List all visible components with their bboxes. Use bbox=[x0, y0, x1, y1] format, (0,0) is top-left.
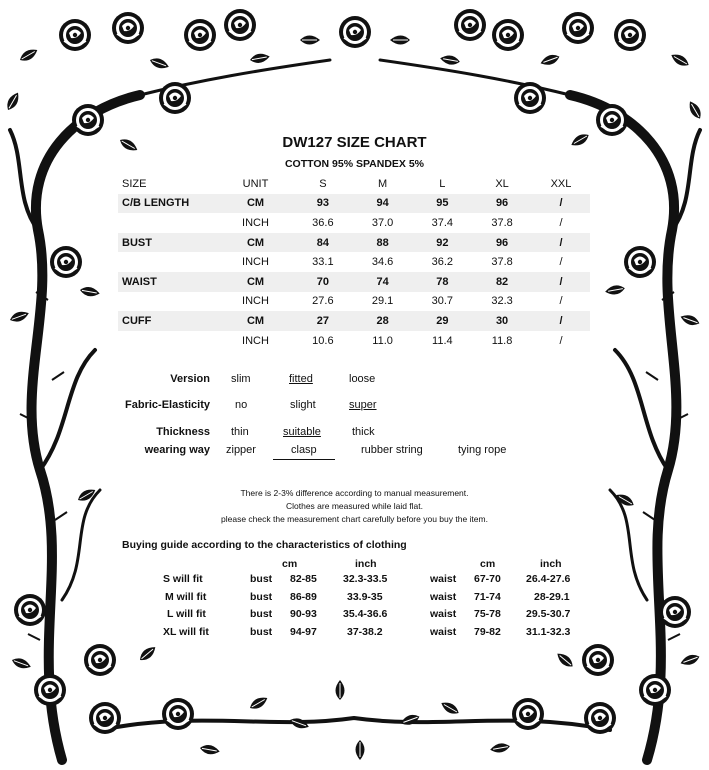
guide-inch: 28-29.1 bbox=[534, 591, 570, 603]
guide-cm: 90-93 bbox=[290, 608, 317, 620]
table-header-unit: UNIT bbox=[218, 174, 293, 194]
table-cell: 93 bbox=[293, 194, 353, 214]
table-row bbox=[118, 213, 590, 233]
table-cell: 27.6 bbox=[293, 292, 353, 312]
table-cell: / bbox=[532, 311, 590, 331]
measurement-note: Clothes are measured while laid flat. bbox=[285, 501, 423, 511]
guide-inch: 29.5-30.7 bbox=[526, 608, 571, 620]
table-header-xxl: XXL bbox=[532, 174, 590, 194]
table-cell: 28 bbox=[353, 311, 413, 331]
guide-cm: 86-89 bbox=[290, 591, 317, 603]
table-cell: 96 bbox=[472, 233, 532, 253]
table-cell: 37.4 bbox=[412, 213, 472, 233]
table-cell: 82 bbox=[472, 272, 532, 292]
table-row bbox=[118, 194, 590, 214]
table-cell: 92 bbox=[412, 233, 472, 253]
table-cell: 96 bbox=[472, 194, 532, 214]
thickness-option: thin bbox=[231, 426, 249, 438]
guide-size: M will fit bbox=[165, 591, 207, 603]
table-cell: 94 bbox=[353, 194, 413, 214]
version-option: slim bbox=[231, 373, 251, 385]
size-chart-table bbox=[118, 174, 590, 350]
row-label bbox=[118, 213, 218, 233]
version-option-selected: fitted bbox=[289, 373, 313, 385]
version-label: Version bbox=[170, 373, 210, 385]
elasticity-option: slight bbox=[290, 399, 316, 411]
table-cell: CM bbox=[218, 194, 293, 214]
table-cell: 37.8 bbox=[472, 252, 532, 272]
table-row bbox=[118, 311, 590, 331]
guide-inch: 31.1-32.3 bbox=[526, 626, 571, 638]
table-cell: 30.7 bbox=[412, 292, 472, 312]
table-cell: 11.8 bbox=[472, 331, 532, 351]
table-cell: / bbox=[532, 292, 590, 312]
table-cell: 10.6 bbox=[293, 331, 353, 351]
table-cell: 33.1 bbox=[293, 252, 353, 272]
table-cell: 36.6 bbox=[293, 213, 353, 233]
table-cell: 29 bbox=[412, 311, 472, 331]
table-row bbox=[118, 272, 590, 292]
guide-header-cm: cm bbox=[282, 558, 298, 570]
table-cell: / bbox=[532, 272, 590, 292]
table-header-m: M bbox=[353, 174, 413, 194]
guide-size: L will fit bbox=[167, 608, 206, 620]
table-cell: 78 bbox=[412, 272, 472, 292]
table-cell: 29.1 bbox=[353, 292, 413, 312]
wearing-option: zipper bbox=[226, 444, 256, 456]
table-cell: INCH bbox=[218, 252, 293, 272]
buying-guide-title: Buying guide according to the characteristics of clothing bbox=[122, 539, 407, 551]
guide-inch: 37-38.2 bbox=[347, 626, 383, 638]
table-cell: CM bbox=[218, 311, 293, 331]
table-cell: 36.2 bbox=[412, 252, 472, 272]
table-cell: 88 bbox=[353, 233, 413, 253]
wearing-option: rubber string bbox=[361, 444, 423, 456]
table-cell: / bbox=[532, 233, 590, 253]
guide-cm: 79-82 bbox=[474, 626, 501, 638]
row-label: BUST bbox=[118, 233, 218, 253]
table-row bbox=[118, 292, 590, 312]
table-cell: 70 bbox=[293, 272, 353, 292]
table-cell: CM bbox=[218, 272, 293, 292]
wearing-option-selected: clasp bbox=[291, 444, 317, 456]
thickness-option-selected: suitable bbox=[283, 426, 321, 438]
thickness-label: Thickness bbox=[156, 426, 210, 438]
table-cell: 84 bbox=[293, 233, 353, 253]
table-cell: 34.6 bbox=[353, 252, 413, 272]
guide-header-inch: inch bbox=[540, 558, 562, 570]
thickness-option: thick bbox=[352, 426, 375, 438]
guide-header-inch: inch bbox=[355, 558, 377, 570]
guide-cm: 71-74 bbox=[474, 591, 501, 603]
guide-inch: 26.4-27.6 bbox=[526, 573, 571, 585]
guide-part: bust bbox=[250, 591, 273, 603]
wearing-option: tying rope bbox=[458, 444, 507, 456]
guide-header-cm: cm bbox=[480, 558, 496, 570]
row-label bbox=[118, 292, 218, 312]
version-option: loose bbox=[349, 373, 376, 385]
fabric-composition: COTTON 95% SPANDEX 5% bbox=[284, 158, 425, 170]
table-header-row bbox=[118, 174, 590, 194]
table-row bbox=[118, 331, 590, 351]
table-cell: 74 bbox=[353, 272, 413, 292]
measurement-note: please check the measurement chart carefully before you buy the item. bbox=[221, 514, 488, 524]
row-label: CUFF bbox=[118, 311, 218, 331]
guide-inch: 32.3-33.5 bbox=[343, 573, 388, 585]
table-cell: INCH bbox=[218, 331, 293, 351]
row-label: C/B LENGTH bbox=[118, 194, 218, 214]
guide-cm: 94-97 bbox=[290, 626, 317, 638]
elasticity-option-selected: super bbox=[349, 399, 377, 411]
row-label: WAIST bbox=[118, 272, 218, 292]
row-label bbox=[118, 252, 218, 272]
table-cell: 32.3 bbox=[472, 292, 532, 312]
table-cell: / bbox=[532, 213, 590, 233]
table-header-size: SIZE bbox=[118, 174, 218, 194]
row-label bbox=[118, 331, 218, 351]
table-cell: 27 bbox=[293, 311, 353, 331]
guide-size: S will fit bbox=[163, 573, 203, 585]
page-title: DW127 SIZE CHART bbox=[282, 134, 427, 151]
guide-part: waist bbox=[430, 591, 457, 603]
elasticity-label: Fabric-Elasticity bbox=[125, 399, 210, 411]
table-cell: 37.0 bbox=[353, 213, 413, 233]
wearing-way-label: wearing way bbox=[144, 444, 210, 456]
guide-cm: 82-85 bbox=[290, 573, 317, 585]
table-cell: / bbox=[532, 252, 590, 272]
table-row bbox=[118, 233, 590, 253]
guide-part: waist bbox=[430, 626, 457, 638]
guide-cm: 67-70 bbox=[474, 573, 501, 585]
guide-inch: 33.9-35 bbox=[347, 591, 383, 603]
table-cell: 95 bbox=[412, 194, 472, 214]
table-cell: INCH bbox=[218, 213, 293, 233]
table-cell: 30 bbox=[472, 311, 532, 331]
guide-cm: 75-78 bbox=[474, 608, 501, 620]
table-cell: CM bbox=[218, 233, 293, 253]
elasticity-option: no bbox=[235, 399, 248, 411]
guide-part: waist bbox=[430, 608, 457, 620]
table-cell: / bbox=[532, 194, 590, 214]
table-cell: / bbox=[532, 331, 590, 351]
table-cell: 11.4 bbox=[412, 331, 472, 351]
table-cell: 37.8 bbox=[472, 213, 532, 233]
guide-part: bust bbox=[250, 573, 273, 585]
guide-part: bust bbox=[250, 608, 273, 620]
table-row bbox=[118, 252, 590, 272]
guide-part: bust bbox=[250, 626, 273, 638]
guide-size: XL will fit bbox=[163, 626, 209, 638]
table-header-l: L bbox=[412, 174, 472, 194]
table-header-s: S bbox=[293, 174, 353, 194]
table-cell: INCH bbox=[218, 292, 293, 312]
table-cell: 11.0 bbox=[353, 331, 413, 351]
measurement-note: There is 2-3% difference according to manual measurement. bbox=[240, 488, 469, 498]
selected-underline bbox=[273, 459, 335, 460]
guide-inch: 35.4-36.6 bbox=[343, 608, 388, 620]
guide-part: waist bbox=[430, 573, 457, 585]
table-header-xl: XL bbox=[472, 174, 532, 194]
